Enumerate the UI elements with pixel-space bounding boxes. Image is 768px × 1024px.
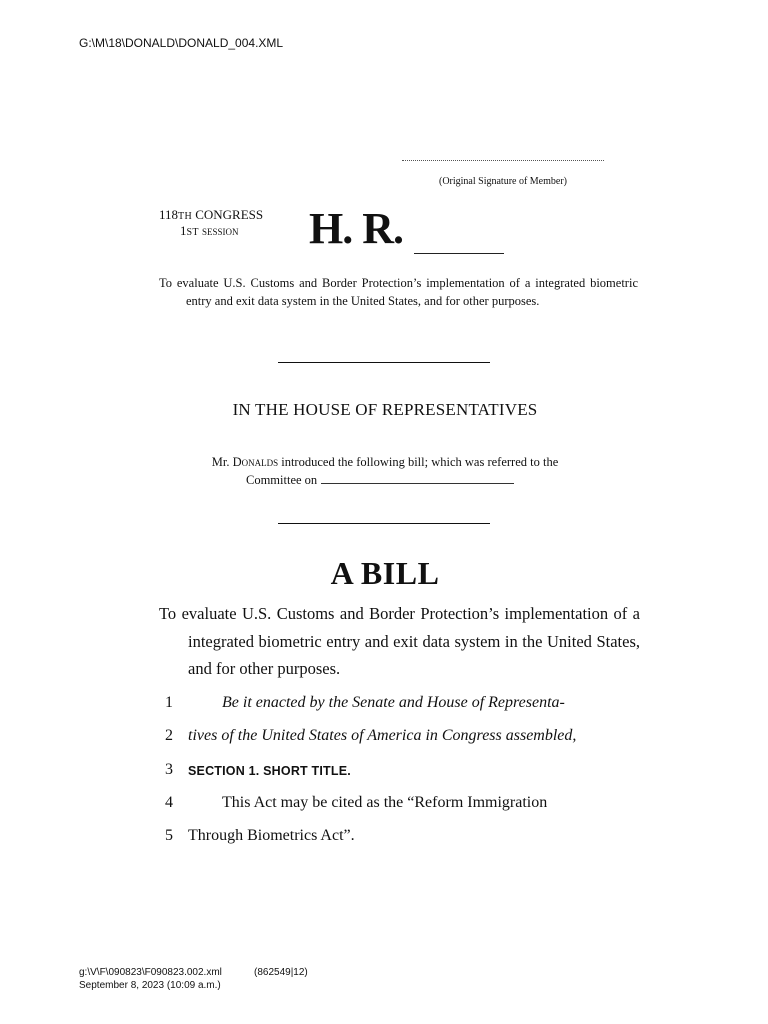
bill-number-blank: [414, 253, 504, 254]
committee-label: Committee on: [246, 473, 318, 487]
congress-word: CONGRESS: [195, 207, 264, 222]
bill-heading: A BILL: [330, 555, 440, 591]
sponsor-name: Donalds: [232, 455, 279, 469]
body-text-line: This Act may be cited as the “Reform Immigration: [222, 794, 548, 811]
session-number-suffix: ST: [186, 227, 199, 238]
line-number: 5: [165, 827, 173, 844]
signature-line: [402, 160, 604, 161]
enacting-clause-line: Be it enacted by the Senate and House of Representa-: [222, 694, 565, 711]
footer-file-info: [79, 966, 222, 992]
file-path: G:\M\18\DONALD\DONALD_004.XML: [79, 36, 284, 50]
line-number: 4: [165, 794, 173, 811]
section-heading: SECTION 1. SHORT TITLE.: [188, 764, 351, 778]
committee-blank: [321, 473, 514, 484]
introduction-text: introduced the following bill; which was referred to the: [281, 455, 559, 469]
congress-number-suffix: TH: [178, 211, 192, 222]
committee-line: [246, 472, 514, 489]
introduction-line: [159, 454, 611, 471]
enacting-clause-line: tives of the United States of America in Congress assembled,: [188, 727, 577, 744]
line-number: 3: [165, 761, 173, 778]
divider-bottom: [278, 523, 490, 524]
signature-caption: (Original Signature of Member): [438, 176, 568, 187]
footer-doc-id: (862549|12): [254, 967, 308, 978]
chamber-heading: IN THE HOUSE OF REPRESENTATIVES: [232, 400, 538, 419]
session-number: 1: [180, 223, 187, 238]
session-word: session: [202, 223, 239, 238]
sponsor-title: Mr.: [211, 455, 230, 469]
divider-top: [278, 362, 490, 363]
session-label: [180, 223, 239, 241]
congress-number: 118: [159, 207, 179, 222]
footer-file-path: g:\V\F\090823\F090823.002.xml: [79, 967, 222, 978]
body-text-line: Through Biometrics Act”.: [188, 827, 355, 844]
footer-timestamp: September 8, 2023 (10:09 a.m.): [79, 980, 221, 991]
bill-number-prefix: H. R.: [309, 204, 403, 253]
line-number: 2: [165, 727, 173, 744]
line-number: 1: [165, 694, 173, 711]
short-description: To evaluate U.S. Customs and Border Protection’s implementation of a integrated biometric entry and exit data system in the United States, and for other purposes.: [159, 276, 638, 308]
long-title: To evaluate U.S. Customs and Border Protection’s implementation of a integrated biometric entry and exit data system in the United States, and for other purposes.: [159, 604, 640, 678]
